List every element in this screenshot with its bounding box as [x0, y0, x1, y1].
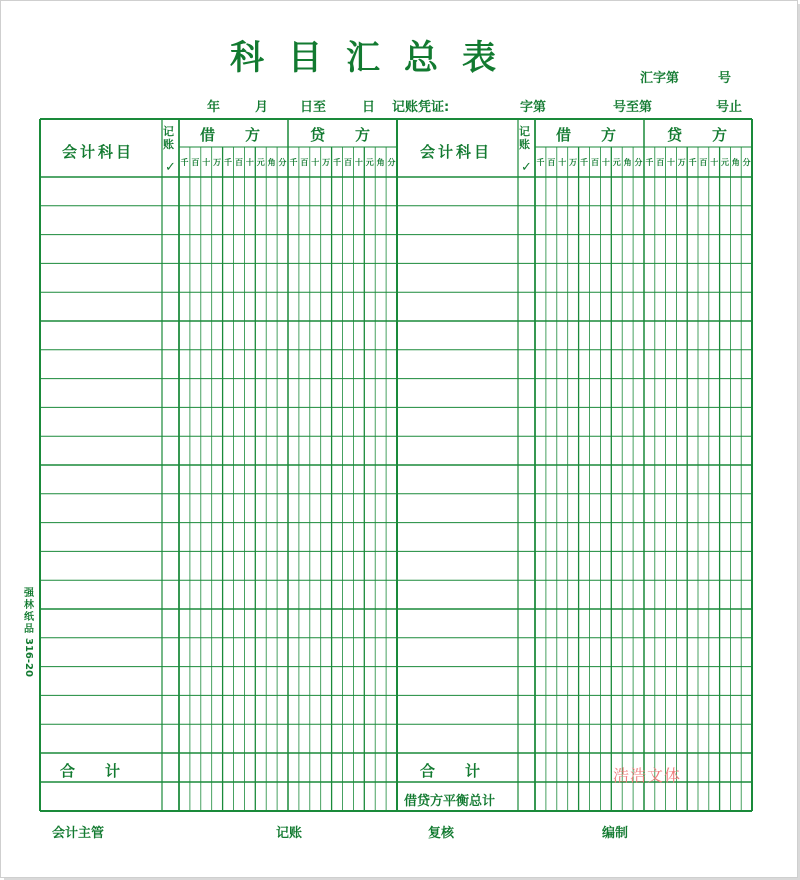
supervisor-label: 会计主管	[52, 826, 105, 841]
unit-label: 百	[699, 158, 708, 167]
posted-header-left: 记账	[163, 125, 174, 151]
unit-label: 千	[289, 158, 298, 167]
voucher-label: 记账凭证:	[392, 100, 450, 115]
form-title: 科目汇总表	[230, 38, 520, 78]
subject-header-right: 会计科目	[420, 143, 493, 161]
unit-label: 元	[612, 158, 621, 167]
debit-header-right: 借 方	[556, 126, 617, 144]
unit-label: 万	[569, 158, 578, 167]
unit-label: 角	[267, 158, 276, 167]
unit-label: 百	[300, 158, 309, 167]
side-print	[22, 588, 36, 677]
unit-label: 分	[634, 158, 643, 167]
unit-label: 分	[387, 158, 396, 167]
unit-label: 百	[547, 158, 556, 167]
subject-header-left: 会计科目	[62, 143, 135, 161]
unit-label: 百	[343, 158, 352, 167]
unit-label: 百	[590, 158, 599, 167]
credit-header-left: 贷 方	[310, 126, 371, 144]
unit-label: 千	[645, 158, 654, 167]
unit-label: 元	[365, 158, 374, 167]
side-print-maker: 强林纸品	[24, 588, 34, 635]
watermark-stamp: 浩浩文体	[613, 766, 682, 785]
side-print-code: 316-20	[23, 638, 34, 677]
unit-label: 千	[536, 158, 545, 167]
bookkeeper-label: 记账	[276, 826, 303, 841]
unit-label: 千	[580, 158, 589, 167]
total-label-left: 合 计	[60, 762, 121, 780]
unit-label: 分	[742, 158, 751, 167]
unit-label: 千	[333, 158, 342, 167]
unit-label: 角	[376, 158, 385, 167]
preparer-label: 编制	[602, 826, 629, 841]
date-year: 年	[207, 100, 221, 115]
debit-header-left: 借 方	[200, 126, 261, 144]
unit-label: 万	[322, 158, 331, 167]
date-month: 月	[255, 100, 269, 115]
unit-label: 千	[224, 158, 233, 167]
unit-label: 元	[256, 158, 265, 167]
unit-label: 十	[601, 158, 610, 167]
unit-label: 十	[245, 158, 254, 167]
date-day: 日	[362, 100, 376, 115]
reviewer-label: 复核	[428, 826, 455, 841]
unit-label: 角	[731, 158, 740, 167]
unit-label: 万	[213, 158, 222, 167]
unit-label: 十	[311, 158, 320, 167]
unit-label: 十	[710, 158, 719, 167]
unit-label: 角	[623, 158, 632, 167]
unit-label: 千	[180, 158, 189, 167]
credit-header-right: 贷 方	[667, 126, 728, 144]
voucher-char-no: 字第	[520, 100, 547, 115]
voucher-no-end: 号止	[716, 100, 743, 115]
check-mark-right: ✓	[521, 160, 532, 175]
balance-total-label: 借贷方平衡总计	[404, 794, 496, 809]
unit-label: 分	[278, 158, 287, 167]
check-mark-left: ✓	[165, 160, 176, 175]
unit-label: 十	[202, 158, 211, 167]
total-label-right: 合 计	[420, 762, 481, 780]
voucher-no-to: 号至第	[613, 100, 653, 115]
unit-label: 千	[688, 158, 697, 167]
unit-label: 十	[354, 158, 363, 167]
unit-label: 元	[720, 158, 729, 167]
ledger-number: 汇字第 号	[640, 71, 732, 86]
unit-label: 万	[677, 158, 686, 167]
unit-label: 十	[558, 158, 567, 167]
unit-label: 百	[191, 158, 200, 167]
unit-label: 十	[666, 158, 675, 167]
unit-label: 百	[656, 158, 665, 167]
posted-header-right: 记账	[519, 125, 530, 151]
date-day-to: 日至	[300, 100, 327, 115]
unit-label: 百	[234, 158, 243, 167]
